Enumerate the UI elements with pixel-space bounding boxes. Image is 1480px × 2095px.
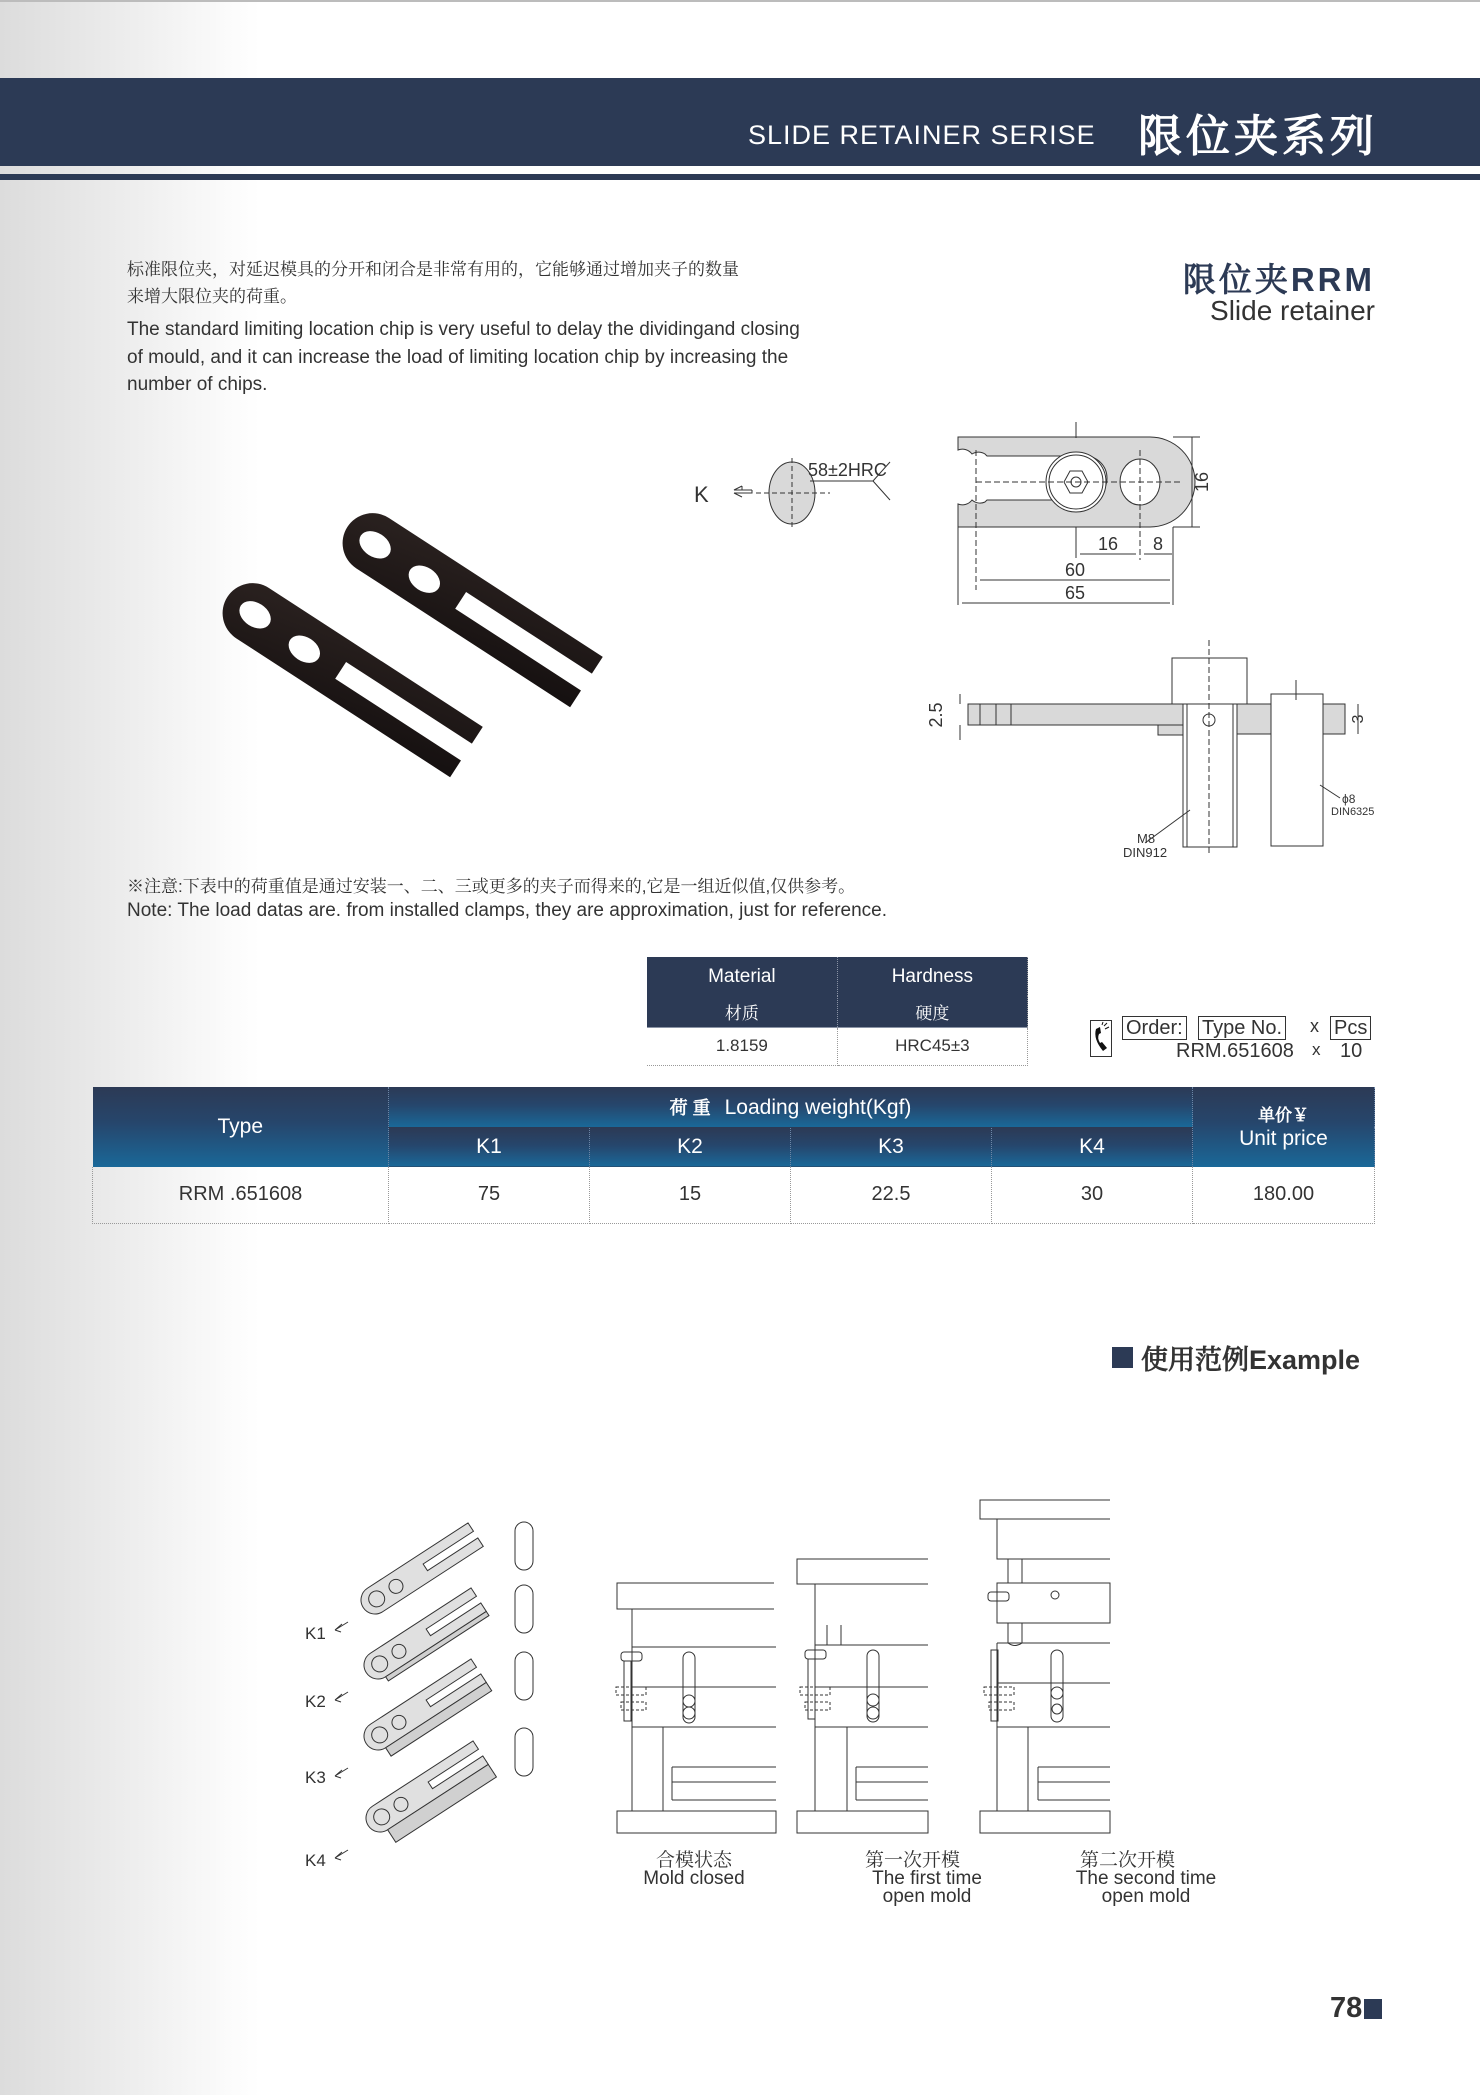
caption-en-2: open mold	[1101, 1886, 1191, 1907]
dim-pitch: 16	[1097, 534, 1119, 554]
dim-60: 60	[1064, 560, 1086, 580]
k2-cell: 15	[590, 1167, 791, 1223]
caption-cn: 合模状态	[655, 1850, 732, 1871]
pcs-label: Pcs	[1330, 1016, 1371, 1040]
price-header-cn: 单价￥	[1258, 1106, 1309, 1125]
price-header-en: Unit price	[1239, 1127, 1328, 1150]
plan-view-drawing	[680, 420, 1380, 620]
pin-label: ϕ8	[1342, 792, 1356, 806]
product-subtitle: Slide retainer	[1210, 295, 1375, 326]
hardness-header: Hardness	[837, 957, 1027, 996]
dim-thickness-2-5: 2.5	[926, 702, 946, 728]
description-en	[127, 316, 907, 399]
caption-cn: 第二次开模	[1080, 1850, 1176, 1871]
k3-label: K3	[305, 1768, 326, 1787]
description-en-line: number of chips.	[127, 374, 268, 395]
hardness-header-cn: 硬度	[837, 996, 1027, 1027]
k1-cell: 75	[389, 1167, 590, 1223]
example-title	[1112, 1338, 1360, 1377]
section-marker-icon	[1112, 1347, 1133, 1368]
page-marker-icon	[1364, 1999, 1382, 2019]
k3-cell: 22.5	[791, 1167, 992, 1223]
series-title-cn: 限位夹系列	[1138, 112, 1378, 161]
caption-first-open	[827, 1852, 1027, 1906]
k1-label: K1	[305, 1624, 326, 1643]
note-en: Note: The load datas are. from installed clamps, they are approximation, just for reference.	[127, 900, 888, 921]
caption-en: The second time	[1075, 1868, 1217, 1889]
product-photo	[200, 490, 630, 790]
phone-icon	[1090, 1020, 1112, 1057]
material-value: 1.8159	[647, 1027, 837, 1065]
description-cn-line: 来增大限位夹的荷重。	[127, 287, 297, 306]
page-number-text: 78	[1330, 1992, 1363, 2024]
times-sign: x	[1310, 1016, 1319, 1036]
price-header	[1193, 1087, 1375, 1167]
caption-second-open	[1046, 1852, 1246, 1906]
order-example-type: RRM.651608	[1176, 1040, 1294, 1062]
pins	[515, 1522, 533, 1776]
loading-header-cn: 荷 重	[669, 1097, 711, 1118]
stacked-chips-illustration	[290, 1500, 570, 1880]
description-en-line: of mould, and it can increase the load of limiting location chip by increasing the	[127, 346, 789, 368]
k3-header: K3	[791, 1127, 992, 1167]
top-rule	[0, 0, 1480, 2]
caption-en: The first time	[872, 1868, 982, 1889]
description-cn-line: 标准限位夹，对延迟模具的分开和闭合是非常有用的，它能够通过增加夹子的数量	[127, 260, 739, 279]
type-header: Type	[93, 1087, 389, 1167]
order-label: Order:	[1122, 1016, 1187, 1040]
loading-table	[92, 1087, 1375, 1224]
order-block	[1090, 1016, 1376, 1060]
k-arrows	[335, 1622, 348, 1860]
caption-mold-closed	[594, 1852, 794, 1888]
order-example-times: x	[1312, 1040, 1321, 1059]
description-en-line: The standard limiting location chip is very useful to delay the dividingand closing	[127, 319, 800, 340]
header-divider	[0, 174, 1480, 180]
k4-label: K4	[305, 1851, 326, 1870]
loading-header-en: Loading weight(Kgf)	[724, 1095, 912, 1119]
dim-end: 8	[1152, 534, 1164, 554]
type-no-label: Type No.	[1198, 1016, 1286, 1040]
k2-label: K2	[305, 1692, 326, 1711]
chip-stack-k4	[361, 1741, 497, 1850]
k4-cell: 30	[992, 1167, 1193, 1223]
dim-thickness-3: 3	[1350, 714, 1367, 724]
hardness-value: HRC45±3	[837, 1027, 1027, 1065]
dim-65: 65	[1064, 583, 1086, 603]
price-cell: 180.00	[1193, 1167, 1375, 1223]
product-title: 限位夹RRM	[1182, 261, 1375, 298]
loading-header	[389, 1087, 1193, 1127]
k2-header: K2	[590, 1127, 791, 1167]
caption-en-2: open mold	[882, 1886, 972, 1907]
material-table	[647, 957, 1028, 1066]
dim-height: 16	[1192, 471, 1212, 493]
table-row	[93, 1167, 1375, 1223]
note-cn: ※注意:下表中的荷重值是通过安装一、二、三或更多的夹子而得来的,它是一组近似值,仅供参考。	[127, 877, 856, 896]
view-label: K	[694, 482, 709, 507]
order-example-qty: 10	[1340, 1040, 1363, 1062]
page-number	[1330, 1992, 1382, 2025]
side-view-drawing	[900, 640, 1380, 870]
caption-en: Mold closed	[643, 1868, 745, 1889]
material-header-cn: 材质	[647, 996, 837, 1027]
mold-sequence-diagram	[600, 1495, 1240, 1835]
series-title-en: SLIDE RETAINER SERISE	[748, 120, 1096, 150]
type-cell: RRM .651608	[93, 1167, 389, 1223]
screw-standard: DIN912	[1123, 845, 1168, 860]
mold-second-open-diagram	[980, 1500, 1110, 1833]
mold-closed-diagram	[616, 1583, 776, 1833]
caption-cn: 第一次开模	[865, 1850, 961, 1871]
pin-standard: DIN6325	[1331, 806, 1375, 818]
screw-label: M8	[1137, 831, 1156, 846]
k1-header: K1	[389, 1127, 590, 1167]
material-header: Material	[647, 957, 837, 996]
mold-first-open-diagram	[797, 1559, 928, 1833]
description-cn	[127, 256, 887, 310]
hardness-callout: 58±2HRC	[808, 460, 887, 480]
k4-header: K4	[992, 1127, 1193, 1167]
example-title-text: 使用范例Example	[1141, 1345, 1361, 1375]
